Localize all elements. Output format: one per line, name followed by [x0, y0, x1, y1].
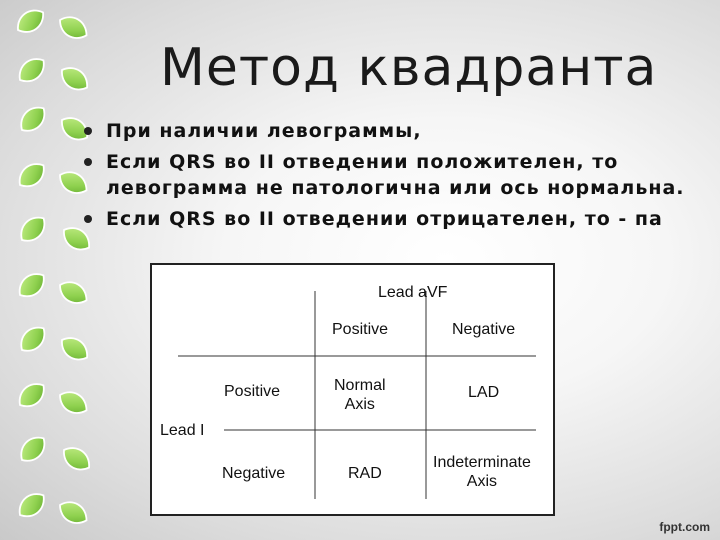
leaf-icon: [14, 378, 50, 412]
leaf-icon: [15, 432, 50, 467]
leaf-icon: [59, 442, 95, 475]
lad-cell: LAD: [468, 384, 500, 401]
lead-avf-label: Lead aVF: [378, 284, 448, 301]
bullet-item: При наличии левограммы,: [84, 118, 704, 144]
slide-title: Метод квадранта: [160, 38, 658, 98]
leaf-icon: [55, 387, 91, 419]
leaf-icon: [14, 268, 50, 302]
bullet-dot-icon: [84, 215, 92, 223]
leaf-icon: [15, 322, 50, 357]
lead-i-label: Lead I: [160, 422, 205, 439]
leaf-icon: [57, 332, 93, 365]
leaf-icon: [15, 102, 50, 137]
leaf-icon: [55, 497, 91, 529]
rad-cell: RAD: [348, 465, 382, 482]
row-negative-label: Negative: [222, 465, 286, 482]
leaf-icon: [14, 53, 50, 87]
row-positive-label: Positive: [224, 383, 281, 400]
leaf-icon: [13, 5, 49, 38]
leaf-icon: [14, 158, 50, 192]
leaf-icon: [55, 277, 91, 309]
bullet-item: Если QRS во II отведении отрицателен, то - па: [84, 206, 704, 232]
column-negative-label: Negative: [452, 321, 516, 338]
indeterminate-axis-cell: Indeterminate Axis: [433, 454, 531, 490]
bullet-item: Если QRS во II отведении положителен, то левограмма не патологична или ось нормальна.: [84, 149, 704, 201]
leaf-icon: [15, 212, 50, 247]
quadrant-table-image: [150, 263, 555, 516]
column-positive-label: Positive: [332, 321, 389, 338]
bullet-dot-icon: [84, 158, 92, 166]
leaf-icon: [14, 488, 50, 522]
leaf-icon: [55, 12, 91, 44]
bullet-list: [84, 118, 704, 237]
bullet-dot-icon: [84, 127, 92, 135]
normal-axis-cell: Normal Axis: [334, 377, 386, 413]
fppt-logo: fppt.com: [659, 520, 710, 534]
leaf-icon: [57, 62, 93, 95]
leaf-vine-decoration: [0, 0, 100, 540]
